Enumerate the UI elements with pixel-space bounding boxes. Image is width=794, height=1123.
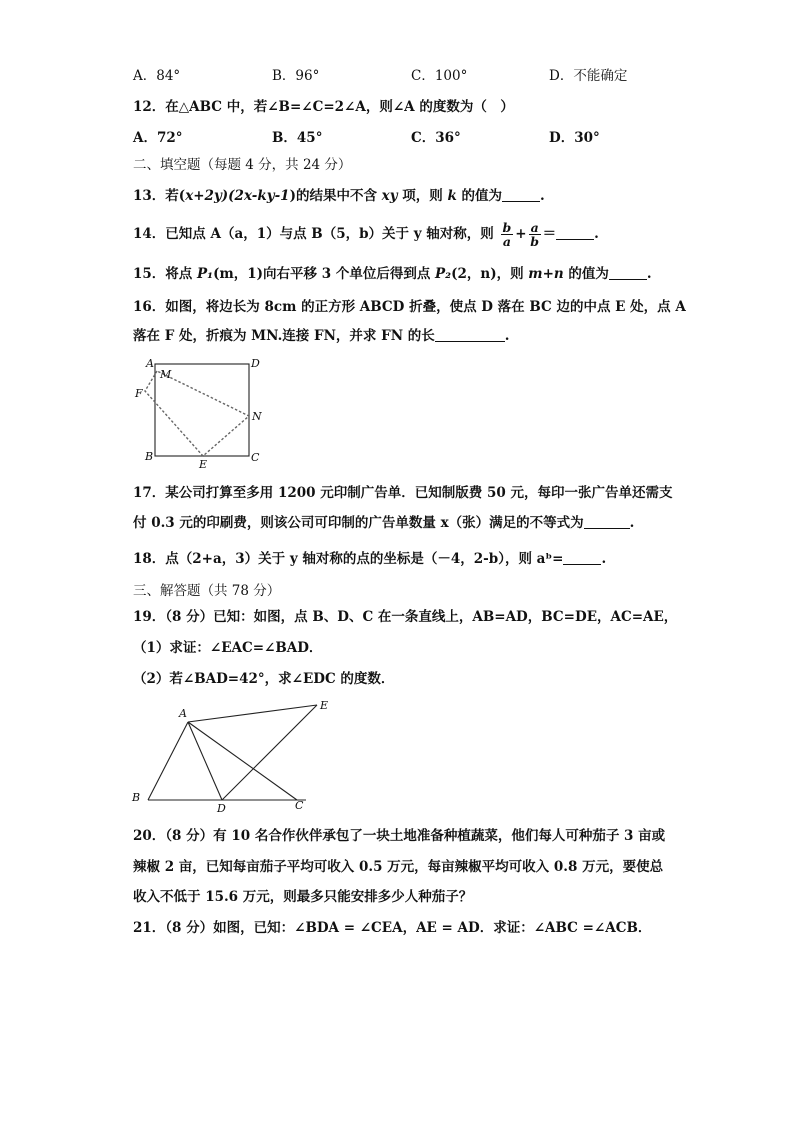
q18-text: 18．点（2+a，3）关于 y 轴对称的点的坐标是（－4，2-b），则 aᵇ=: [133, 551, 564, 567]
q12-option-a: A．72°: [133, 130, 183, 146]
q15-mn: m+n: [528, 266, 564, 282]
label-d: D: [251, 357, 260, 370]
figure-q19-triangles: [130, 697, 340, 815]
fold-lines: [145, 371, 249, 456]
label-a: A: [179, 707, 187, 720]
q15-answer-blank[interactable]: [609, 265, 647, 280]
q14-equals: ＝: [542, 226, 557, 242]
q16-line-2: 落在 F 处，折痕为 MN.连接 FN，并求 FN 的长 .: [133, 328, 510, 344]
label-b: B: [132, 791, 141, 804]
label-c: C: [295, 799, 304, 812]
q14-plus: +: [515, 226, 527, 242]
q17-answer-blank[interactable]: [584, 514, 630, 529]
q13: 13．若(x+2y)(2x-ky-1)的结果中不含 xy 项，则 k 的值为 .: [133, 188, 545, 204]
q13-expression: x+2y)(2x-ky-1: [185, 188, 290, 204]
q14-fraction-2-numerator: a: [530, 220, 539, 235]
q16-line-2-text: 落在 F 处，折痕为 MN.连接 FN，并求 FN 的长: [133, 328, 435, 344]
q13-post: 的值为: [461, 188, 503, 204]
line-ab: [148, 722, 188, 800]
q13-k: k: [447, 188, 457, 204]
q12-option-b: B．45°: [272, 130, 323, 146]
q13-pre: 13．若(: [133, 188, 186, 204]
label-m: M: [160, 368, 172, 381]
q14: 14．已知点 A（a，1）与点 B（5，b）关于 y 轴对称，则 $\frac{b}{a}$ + $\frac{a}{b}$ ＝ .: [133, 220, 599, 249]
q15-mid: 向右平移 3 个单位后得到点: [263, 266, 431, 282]
q14-fraction-1-denominator: a: [502, 234, 511, 249]
line-de: [222, 705, 317, 800]
q17-line-1: 17．某公司打算至多用 1200 元印制广告单．已知制版费 50 元，每印一张广告单还需支: [133, 485, 673, 501]
label-e: E: [320, 699, 329, 712]
q12-option-c: C．36°: [411, 130, 461, 146]
q20-line-1: 20．（8 分）有 10 名合作伙伴承包了一块土地准备种植蔬菜，他们每人可种茄子 3 亩或: [133, 828, 666, 844]
label-f: F: [135, 387, 143, 400]
label-e: E: [199, 458, 208, 471]
q18-answer-blank[interactable]: [563, 550, 601, 565]
q13-xy: xy: [381, 188, 398, 204]
label-a: A: [146, 357, 154, 370]
label-b: B: [145, 450, 154, 463]
q14-pre: 14．已知点 A（a，1）与点 B（5，b）关于 y 轴对称，则: [133, 226, 494, 242]
q15-p2: P₂: [435, 266, 452, 282]
section-2-title: 二、填空题（每题 4 分，共 24 分）: [133, 157, 352, 173]
line-ae: [188, 705, 317, 722]
q15-pre: 15．将点: [133, 266, 193, 282]
section-3-title: 三、解答题（共 78 分）: [133, 583, 281, 599]
q15-p2-coords: (2，n): [451, 266, 497, 282]
line-ac: [188, 722, 297, 800]
q15-mid2: ，则: [496, 266, 524, 282]
q16-line-1: 16．如图，将边长为 8cm 的正方形 ABCD 折叠，使点 D 落在 BC 边的中点 E 处，点 A: [133, 299, 686, 315]
q18: 18．点（2+a，3）关于 y 轴对称的点的坐标是（－4，2-b），则 aᵇ= .: [133, 551, 607, 567]
label-c: C: [251, 451, 260, 464]
figure-q16-folded-square: [133, 353, 268, 471]
q11-option-d: D．不能确定: [549, 68, 628, 84]
q13-mid: )的结果中不含: [289, 188, 377, 204]
q14-fraction-1-numerator: b: [502, 220, 512, 235]
q20-line-2: 辣椒 2 亩，已知每亩茄子平均可收入 0.5 万元，每亩辣椒平均可收入 0.8 万元，要使总: [133, 859, 664, 875]
q19-part-1: （1）求证：∠EAC=∠BAD．: [133, 640, 323, 656]
q13-mid2: 项，则: [402, 188, 443, 204]
q16-answer-blank[interactable]: [435, 327, 505, 342]
q15: 15．将点 P₁(m，1)向右平移 3 个单位后得到点 P₂(2，n)，则 m+n 的值为 .: [133, 266, 652, 282]
q13-answer-blank[interactable]: [502, 187, 540, 202]
q14-fraction-1: [501, 221, 514, 248]
q19-stem: 19．（8 分）已知：如图，点 B、D、C 在一条直线上，AB=AD，BC=DE，AC=AE，: [133, 609, 678, 625]
label-d: D: [217, 802, 226, 815]
q19-part-2: （2）若∠BAD=42°，求∠EDC 的度数．: [133, 671, 395, 687]
q14-fraction-2-denominator: b: [530, 234, 539, 249]
q12-stem: 12．在△ABC 中，若∠B=∠C=2∠A，则∠A 的度数为（ ）: [133, 99, 514, 115]
q11-option-a: A．84°: [133, 68, 181, 84]
q11-option-c: C．100°: [411, 68, 468, 84]
q15-p1-coords: (m，1): [213, 266, 264, 282]
q15-p1: P₁: [197, 266, 214, 282]
label-n: N: [252, 410, 262, 423]
q11-option-b: B．96°: [272, 68, 320, 84]
q14-fraction-2: [529, 221, 541, 248]
q15-post: 的值为: [568, 266, 609, 282]
q21: 21．（8 分）如图，已知：∠BDA = ∠CEA，AE = AD．求证：∠ABC =∠ACB．: [133, 920, 652, 936]
q20-line-3: 收入不低于 15.6 万元，则最多只能安排多少人种茄子？: [133, 889, 473, 905]
q12-option-d: D．30°: [549, 130, 600, 146]
q17-line-2: 付 0.3 元的印刷费，则该公司可印制的广告单数量 x（张）满足的不等式为 .: [133, 515, 635, 531]
q14-answer-blank[interactable]: [556, 225, 594, 240]
q17-line-2-text: 付 0.3 元的印刷费，则该公司可印制的广告单数量 x（张）满足的不等式为: [133, 515, 584, 531]
